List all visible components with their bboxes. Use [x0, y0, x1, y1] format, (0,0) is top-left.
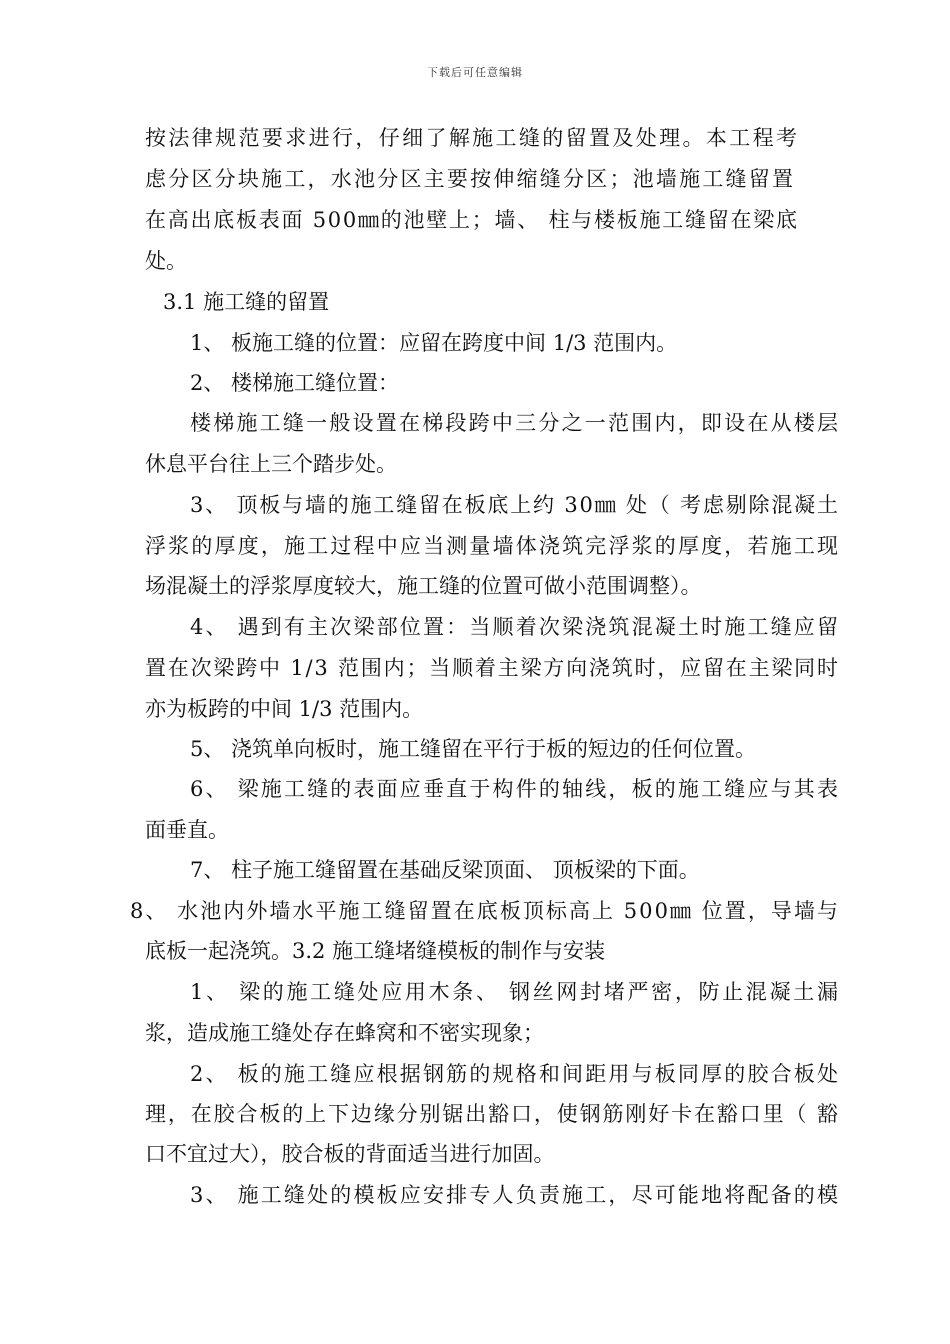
body-line-4: 处。 [145, 249, 187, 273]
list-item-6-line-2: 面垂直。 [145, 818, 229, 842]
list-item-1: 1、 板施工缝的位置：应留在跨度中间 1/3 范围内。 [190, 331, 678, 355]
body-line-stairs-2: 休息平台往上三个踏步处。 [145, 452, 397, 476]
body-line-3: 在高出底板表面 500㎜的池壁上；墙、 柱与楼板施工缝留在梁底 [145, 208, 799, 232]
formwork-item-3-line-1: 3、 施工缝处的模板应安排专人负责施工，尽可能地将配备的模 [190, 1183, 841, 1207]
formwork-item-2-line-1: 2、 板的施工缝应根据钢筋的规格和间距用与板同厚的胶合板处 [190, 1062, 841, 1086]
formwork-item-1-line-2: 浆，造成施工缝处存在蜂窝和不密实现象； [145, 1021, 544, 1045]
formwork-item-2-line-2: 理，在胶合板的上下边缘分别锯出豁口，使钢筋刚好卡在豁口里（ 豁 [145, 1102, 840, 1126]
list-item-6-line-1: 6、 梁施工缝的表面应垂直于构件的轴线，板的施工缝应与其表 [190, 777, 841, 801]
list-item-4-line-1: 4、 遇到有主次梁部位置：当顺着次梁浇筑混凝土时施工缝应留 [190, 615, 841, 639]
body-line-stairs-1: 楼梯施工缝一般设置在梯段跨中三分之一范围内，即设在从楼层 [190, 411, 841, 435]
list-item-5: 5、 浇筑单向板时，施工缝留在平行于板的短边的任何位置。 [190, 737, 757, 761]
list-item-8-line-2: 底板一起浇筑。3.2 施工缝堵缝模板的制作与安装 [145, 939, 606, 963]
formwork-item-2-line-3: 口不宜过大），胶合板的背面适当进行加固。 [145, 1142, 555, 1166]
list-item-8-line-1: 8、 水池内外墙水平施工缝留置在底板顶标高上 500㎜ 位置，导墙与 [130, 899, 841, 923]
list-item-3-line-2: 浮浆的厚度，施工过程中应当测量墙体浇筑完浮浆的厚度，若施工现 [145, 534, 841, 558]
list-item-3-line-3: 场混凝土的浮浆厚度较大，施工缝的位置可做小范围调整）。 [145, 574, 702, 598]
list-item-7: 7、 柱子施工缝留置在基础反梁顶面、 顶板梁的下面。 [190, 858, 700, 882]
section-heading-3-1: 3.1 施工缝的留置 [163, 290, 330, 314]
list-item-2: 2、 楼梯施工缝位置： [190, 371, 400, 395]
formwork-item-1-line-1: 1、 梁的施工缝处应用木条、 钢丝网封堵严密，防止混凝土漏 [190, 980, 841, 1004]
list-item-4-line-3: 亦为板跨的中间 1/3 范围内。 [145, 697, 424, 721]
list-item-4-line-2: 置在次梁跨中 1/3 范围内；当顺着主梁方向浇筑时，应留在主梁同时 [145, 656, 840, 680]
page-header: 下载后可任意编辑 [427, 66, 523, 79]
body-line-2: 虑分区分块施工，水池分区主要按伸缩缝分区；池墙施工缝留置 [145, 167, 796, 191]
body-line-1: 按法律规范要求进行，仔细了解施工缝的留置及处理。本工程考 [145, 126, 800, 150]
list-item-3-line-1: 3、 顶板与墙的施工缝留在板底上约 30㎜ 处（ 考虑剔除混凝土 [190, 493, 840, 517]
